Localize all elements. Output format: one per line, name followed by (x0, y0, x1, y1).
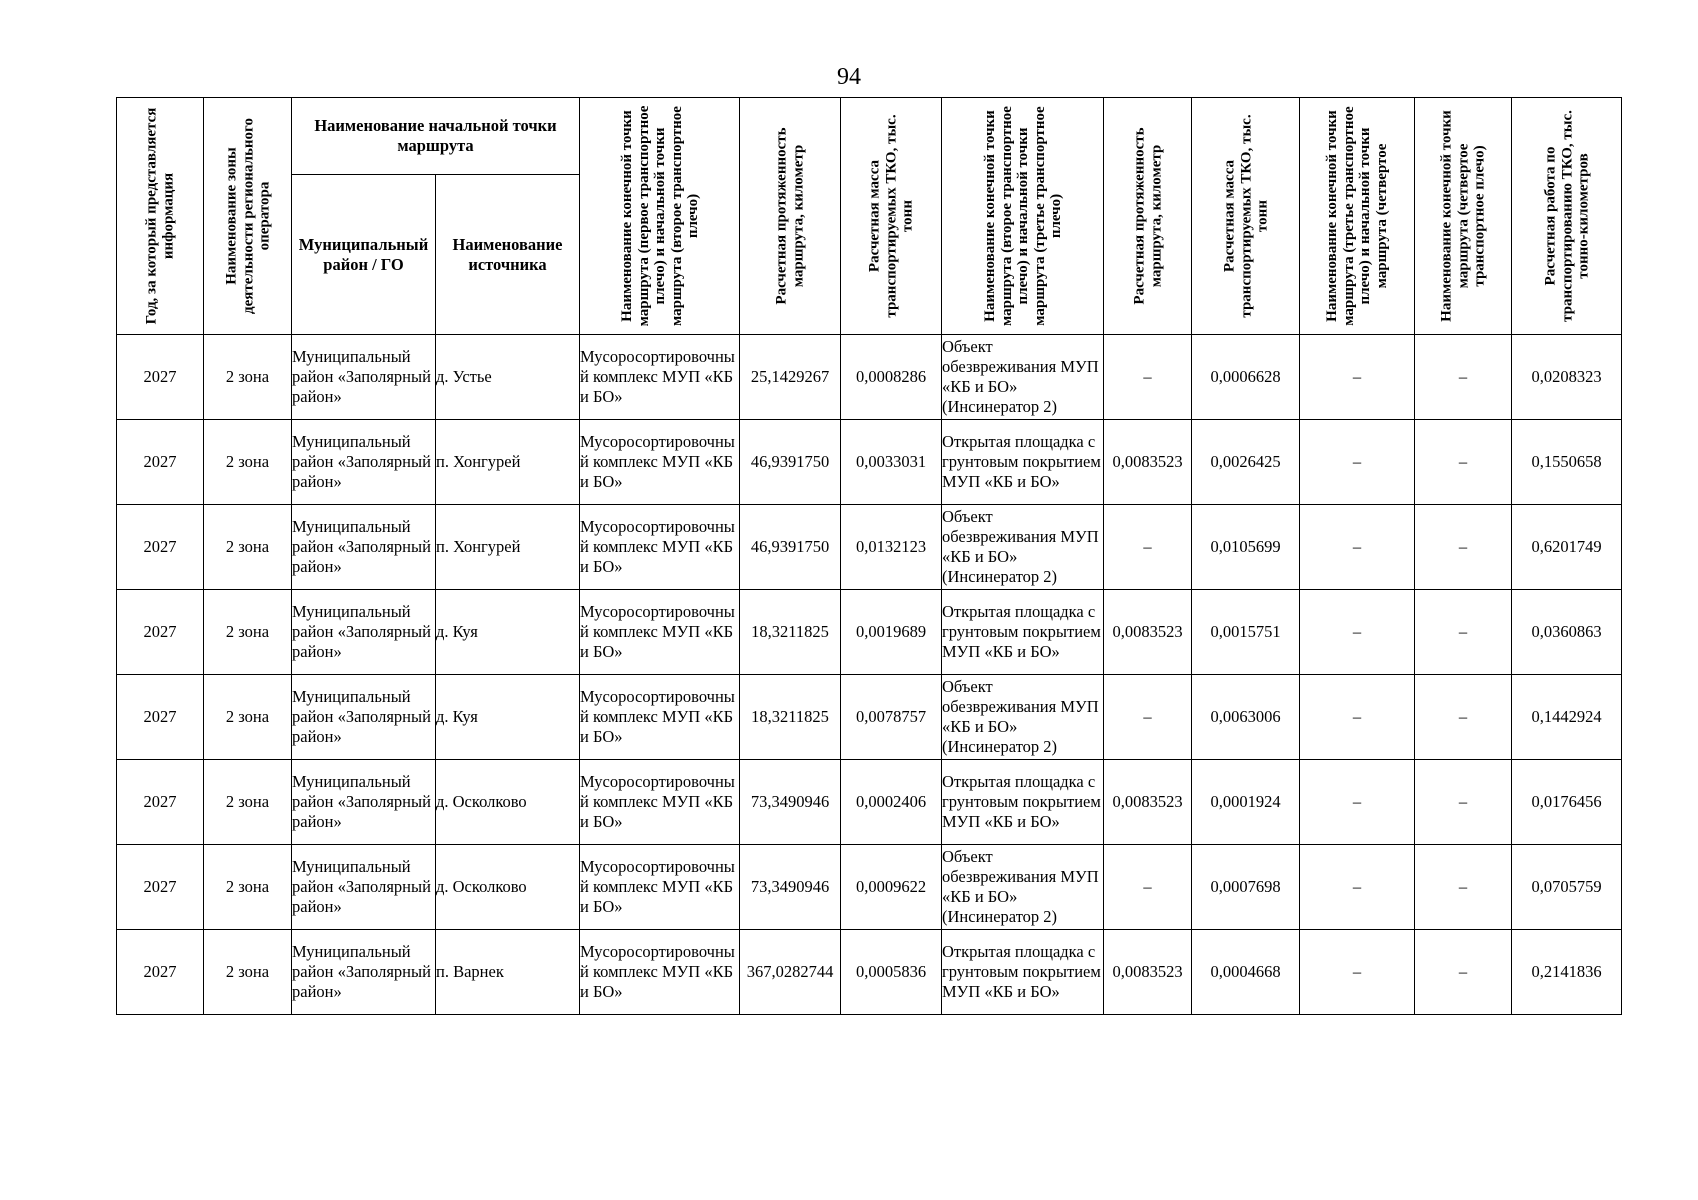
end-point-1-cell: Мусоросортировочный комплекс МУП «КБ и БО» (580, 590, 740, 675)
length-1-cell: 18,3211825 (740, 675, 841, 760)
end-point-2-cell: Открытая площадка с грунтовым покрытием МУП «КБ и БО» (942, 420, 1104, 505)
mass-1-cell: 0,0019689 (841, 590, 942, 675)
zone-cell: 2 зона (204, 930, 292, 1015)
municipal-cell: Муниципальный район «Заполярный район» (292, 675, 436, 760)
mass-2-cell: 0,0007698 (1192, 845, 1300, 930)
header-mass-1: Расчетная масса транспортируемых ТКО, тыс. тонн (841, 98, 942, 335)
header-work: Расчетная работа по транспортированию ТКО, тыс. тонно-километров (1512, 98, 1622, 335)
work-cell: 0,2141836 (1512, 930, 1622, 1015)
table-row (117, 590, 1622, 675)
municipal-cell: Муниципальный район «Заполярный район» (292, 335, 436, 420)
end-point-4-cell: – (1415, 335, 1512, 420)
header-end-point-2: Наименование конечной точки маршрута (второе транспортное плечо) и начальной точки маршрута (третье транспортное плечо) (942, 98, 1104, 335)
length-1-cell: 73,3490946 (740, 845, 841, 930)
year-cell: 2027 (117, 845, 204, 930)
end-point-1-cell: Мусоросортировочный комплекс МУП «КБ и БО» (580, 760, 740, 845)
municipal-cell: Муниципальный район «Заполярный район» (292, 420, 436, 505)
end-point-3-cell: – (1300, 420, 1415, 505)
work-cell: 0,0176456 (1512, 760, 1622, 845)
table-row (117, 420, 1622, 505)
zone-cell: 2 зона (204, 420, 292, 505)
year-cell: 2027 (117, 760, 204, 845)
length-1-cell: 25,1429267 (740, 335, 841, 420)
municipal-cell: Муниципальный район «Заполярный район» (292, 930, 436, 1015)
header-start-point: Наименование начальной точки маршрута (292, 98, 580, 175)
table-row (117, 505, 1622, 590)
table-body (117, 335, 1622, 1015)
end-point-2-cell: Открытая площадка с грунтовым покрытием МУП «КБ и БО» (942, 760, 1104, 845)
zone-cell: 2 зона (204, 675, 292, 760)
source-cell: д. Осколково (436, 845, 580, 930)
end-point-2-cell: Объект обезвреживания МУП «КБ и БО» (Инсинератор 2) (942, 845, 1104, 930)
source-cell: д. Устье (436, 335, 580, 420)
year-cell: 2027 (117, 590, 204, 675)
mass-1-cell: 0,0033031 (841, 420, 942, 505)
source-cell: д. Куя (436, 675, 580, 760)
mass-2-cell: 0,0026425 (1192, 420, 1300, 505)
length-2-cell: – (1104, 675, 1192, 760)
end-point-3-cell: – (1300, 845, 1415, 930)
municipal-cell: Муниципальный район «Заполярный район» (292, 505, 436, 590)
municipal-cell: Муниципальный район «Заполярный район» (292, 590, 436, 675)
length-1-cell: 73,3490946 (740, 760, 841, 845)
work-cell: 0,0705759 (1512, 845, 1622, 930)
end-point-4-cell: – (1415, 760, 1512, 845)
end-point-4-cell: – (1415, 675, 1512, 760)
end-point-2-cell: Открытая площадка с грунтовым покрытием МУП «КБ и БО» (942, 930, 1104, 1015)
end-point-2-cell: Объект обезвреживания МУП «КБ и БО» (Инсинератор 2) (942, 335, 1104, 420)
mass-1-cell: 0,0002406 (841, 760, 942, 845)
end-point-4-cell: – (1415, 505, 1512, 590)
source-cell: п. Варнек (436, 930, 580, 1015)
length-2-cell: 0,0083523 (1104, 420, 1192, 505)
end-point-4-cell: – (1415, 930, 1512, 1015)
zone-cell: 2 зона (204, 760, 292, 845)
end-point-1-cell: Мусоросортировочный комплекс МУП «КБ и БО» (580, 420, 740, 505)
end-point-3-cell: – (1300, 505, 1415, 590)
zone-cell: 2 зона (204, 590, 292, 675)
end-point-4-cell: – (1415, 420, 1512, 505)
mass-1-cell: 0,0132123 (841, 505, 942, 590)
end-point-3-cell: – (1300, 590, 1415, 675)
header-length-1: Расчетная протяженность маршрута, километр (740, 98, 841, 335)
year-cell: 2027 (117, 930, 204, 1015)
length-1-cell: 46,9391750 (740, 420, 841, 505)
year-cell: 2027 (117, 420, 204, 505)
mass-2-cell: 0,0105699 (1192, 505, 1300, 590)
mass-2-cell: 0,0063006 (1192, 675, 1300, 760)
mass-2-cell: 0,0006628 (1192, 335, 1300, 420)
header-mass-2: Расчетная масса транспортируемых ТКО, тыс. тонн (1192, 98, 1300, 335)
municipal-cell: Муниципальный район «Заполярный район» (292, 845, 436, 930)
header-end-point-3: Наименование конечной точки маршрута (третье транспортное плечо) и начальной точки маршрута (четвертое (1300, 98, 1415, 335)
header-row-1 (117, 98, 1622, 175)
source-cell: п. Хонгурей (436, 420, 580, 505)
zone-cell: 2 зона (204, 335, 292, 420)
source-cell: п. Хонгурей (436, 505, 580, 590)
mass-1-cell: 0,0078757 (841, 675, 942, 760)
table-row (117, 675, 1622, 760)
header-end-point-4: Наименование конечной точки маршрута (четвертое транспортное плечо) (1415, 98, 1512, 335)
header-source: Наименование источника (436, 175, 580, 335)
end-point-3-cell: – (1300, 335, 1415, 420)
table-row (117, 845, 1622, 930)
length-2-cell: 0,0083523 (1104, 590, 1192, 675)
length-2-cell: – (1104, 335, 1192, 420)
mass-1-cell: 0,0009622 (841, 845, 942, 930)
table-row (117, 930, 1622, 1015)
municipal-cell: Муниципальный район «Заполярный район» (292, 760, 436, 845)
work-cell: 0,1442924 (1512, 675, 1622, 760)
end-point-1-cell: Мусоросортировочный комплекс МУП «КБ и БО» (580, 335, 740, 420)
length-2-cell: – (1104, 505, 1192, 590)
mass-2-cell: 0,0015751 (1192, 590, 1300, 675)
year-cell: 2027 (117, 675, 204, 760)
end-point-3-cell: – (1300, 930, 1415, 1015)
routes-table (116, 97, 1622, 1015)
length-1-cell: 46,9391750 (740, 505, 841, 590)
end-point-1-cell: Мусоросортировочный комплекс МУП «КБ и БО» (580, 845, 740, 930)
end-point-4-cell: – (1415, 590, 1512, 675)
year-cell: 2027 (117, 505, 204, 590)
end-point-2-cell: Открытая площадка с грунтовым покрытием МУП «КБ и БО» (942, 590, 1104, 675)
header-end-point-1: Наименование конечной точки маршрута (первое транспортное плечо) и начальной точки маршрута (второе транспортное плечо) (580, 98, 740, 335)
header-municipal: Муниципальный район / ГО (292, 175, 436, 335)
length-2-cell: 0,0083523 (1104, 760, 1192, 845)
work-cell: 0,0360863 (1512, 590, 1622, 675)
end-point-3-cell: – (1300, 760, 1415, 845)
mass-1-cell: 0,0005836 (841, 930, 942, 1015)
mass-2-cell: 0,0004668 (1192, 930, 1300, 1015)
end-point-1-cell: Мусоросортировочный комплекс МУП «КБ и БО» (580, 930, 740, 1015)
end-point-3-cell: – (1300, 675, 1415, 760)
year-cell: 2027 (117, 335, 204, 420)
header-year: Год, за который представляется информация (117, 98, 204, 335)
table-row (117, 335, 1622, 420)
work-cell: 0,0208323 (1512, 335, 1622, 420)
table-row (117, 760, 1622, 845)
zone-cell: 2 зона (204, 845, 292, 930)
end-point-2-cell: Объект обезвреживания МУП «КБ и БО» (Инсинератор 2) (942, 505, 1104, 590)
source-cell: д. Куя (436, 590, 580, 675)
length-1-cell: 18,3211825 (740, 590, 841, 675)
mass-1-cell: 0,0008286 (841, 335, 942, 420)
header-length-2: Расчетная протяженность маршрута, километр (1104, 98, 1192, 335)
end-point-2-cell: Объект обезвреживания МУП «КБ и БО» (Инсинератор 2) (942, 675, 1104, 760)
end-point-4-cell: – (1415, 845, 1512, 930)
work-cell: 0,1550658 (1512, 420, 1622, 505)
end-point-1-cell: Мусоросортировочный комплекс МУП «КБ и БО» (580, 505, 740, 590)
source-cell: д. Осколково (436, 760, 580, 845)
length-1-cell: 367,0282744 (740, 930, 841, 1015)
header-zone: Наименование зоны деятельности регионального оператора (204, 98, 292, 335)
length-2-cell: 0,0083523 (1104, 930, 1192, 1015)
zone-cell: 2 зона (204, 505, 292, 590)
length-2-cell: – (1104, 845, 1192, 930)
end-point-1-cell: Мусоросортировочный комплекс МУП «КБ и БО» (580, 675, 740, 760)
work-cell: 0,6201749 (1512, 505, 1622, 590)
page-number: 94 (837, 64, 861, 90)
mass-2-cell: 0,0001924 (1192, 760, 1300, 845)
